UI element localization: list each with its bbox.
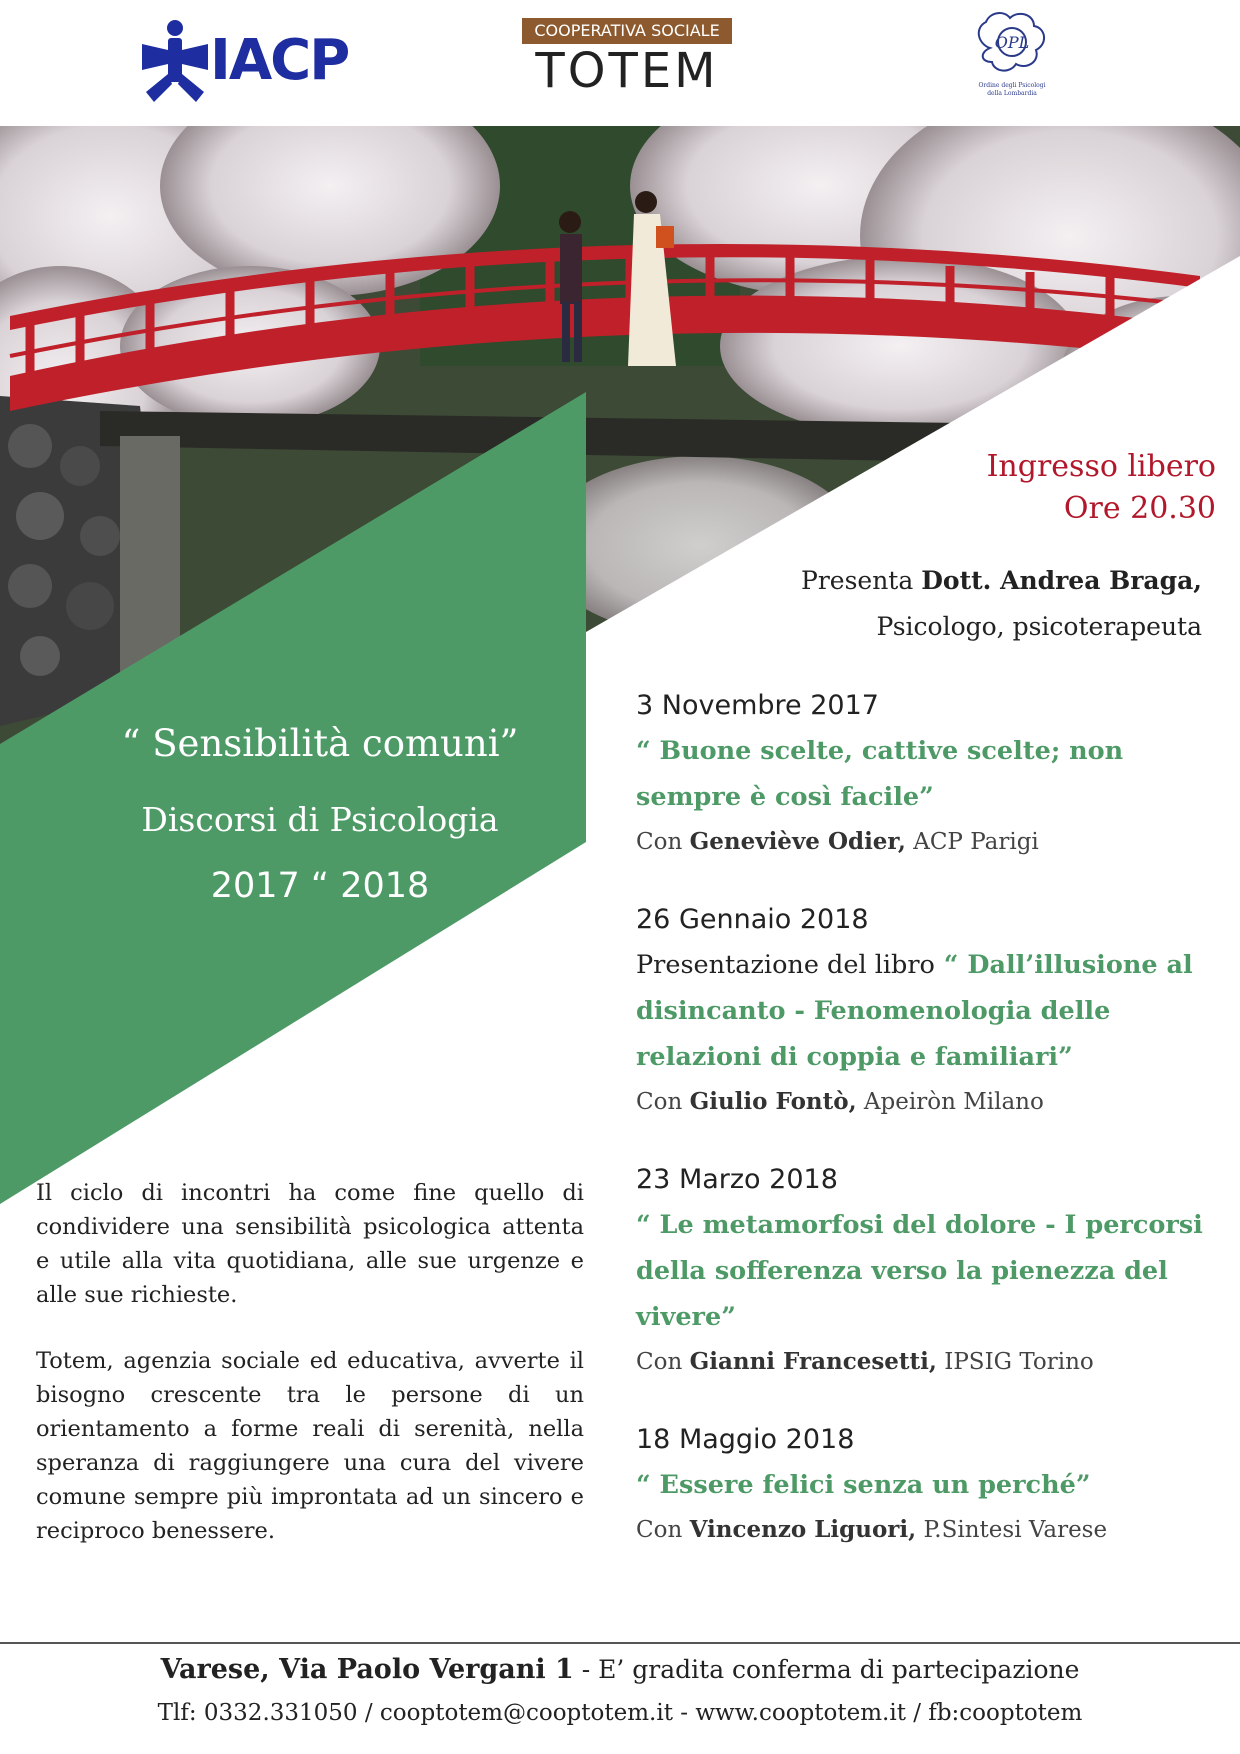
event-affiliation: IPSIG Torino <box>944 1349 1094 1375</box>
event-affiliation: P.Sintesi Varese <box>923 1517 1108 1543</box>
event-title: “ Dall’illusione al disincanto - Fenomenologia delle relazioni di coppia e familiari” <box>636 950 1193 1072</box>
event-prefix: Presentazione del libro <box>636 950 935 980</box>
series-years: 2017 “ 2018 <box>210 866 430 906</box>
event-date: 18 Maggio 2018 <box>636 1424 855 1455</box>
presenter-role: Psicologo, psicoterapeuta <box>876 612 1202 641</box>
opl-mark: OPL <box>994 33 1030 52</box>
entry-info <box>987 446 1216 530</box>
event-with-label: Con <box>636 1089 683 1115</box>
event-speaker: Gianni Francesetti, <box>689 1348 937 1375</box>
event-item <box>636 898 1222 1124</box>
event-affiliation: ACP Parigi <box>913 829 1039 855</box>
intro-text <box>36 1176 584 1580</box>
footer-address-line <box>0 1654 1240 1685</box>
intro-paragraph-2: Totem, agenzia sociale ed educativa, avverte il bisogno crescente tra le persone di un orientamento a forme reali di serenità, nella speranza di raggiungere una cura del vivere comune sempre più improntata ad un sincero e reciproco benessere. <box>36 1348 584 1544</box>
event-with-label: Con <box>636 1349 683 1375</box>
event-item <box>636 684 1222 864</box>
presenter-name: Dott. Andrea Braga, <box>921 566 1202 595</box>
event-with-label: Con <box>636 829 683 855</box>
intro-paragraph-1: Il ciclo di incontri ha come fine quello di condividere una sensibilità psicologica attenta e utile alla vita quotidiana, alle sue urgenze e alle sue richieste. <box>36 1180 584 1308</box>
time-label: Ore 20.30 <box>1063 491 1216 526</box>
event-speaker: Vincenzo Liguori, <box>689 1516 917 1543</box>
event-speaker-line <box>636 820 1222 864</box>
entry-label: Ingresso libero <box>986 449 1216 484</box>
opl-caption: Ordine degli Psicologi della Lombardia <box>978 82 1046 97</box>
series-title: “ Sensibilità comuni” <box>121 722 519 765</box>
presenter-line <box>801 558 1202 604</box>
event-speaker-line <box>636 1340 1222 1384</box>
event-title: “ Le metamorfosi del dolore - I percorsi della sofferenza verso la pienezza del vivere” <box>636 1210 1203 1332</box>
event-affiliation: Apeiròn Milano <box>863 1089 1044 1115</box>
presenter-block <box>801 558 1202 650</box>
event-speaker: Giulio Fontò, <box>689 1088 857 1115</box>
event-date: 23 Marzo 2018 <box>636 1164 838 1195</box>
totem-wordmark: TOTEM <box>535 43 719 99</box>
event-speaker: Geneviève Odier, <box>689 828 906 855</box>
event-title: “ Essere felici senza un perché” <box>636 1470 1091 1500</box>
event-item <box>636 1418 1222 1552</box>
footer-note: - E’ gradita conferma di partecipazione <box>581 1655 1080 1684</box>
totem-band: COOPERATIVA SOCIALE <box>522 18 732 44</box>
footer-address: Varese, Via Paolo Vergani 1 <box>160 1654 574 1685</box>
event-date: 3 Novembre 2017 <box>636 690 879 721</box>
event-title-line <box>636 942 1222 1080</box>
event-speaker-line <box>636 1080 1222 1124</box>
presenter-prefix: Presenta <box>801 566 914 595</box>
event-item <box>636 1158 1222 1384</box>
event-speaker-line <box>636 1508 1222 1552</box>
event-date: 26 Gennaio 2018 <box>636 904 869 935</box>
event-list <box>636 684 1222 1586</box>
event-title: “ Buone scelte, cattive scelte; non sempre è così facile” <box>636 736 1124 812</box>
footer-contacts: Tlf: 0332.331050 / cooptotem@cooptotem.it - www.cooptotem.it / fb:cooptotem <box>157 1700 1083 1726</box>
event-with-label: Con <box>636 1517 683 1543</box>
series-subtitle: Discorsi di Psicologia <box>141 800 499 839</box>
iacp-wordmark: IACP <box>210 28 349 93</box>
footer-divider <box>0 1642 1240 1644</box>
